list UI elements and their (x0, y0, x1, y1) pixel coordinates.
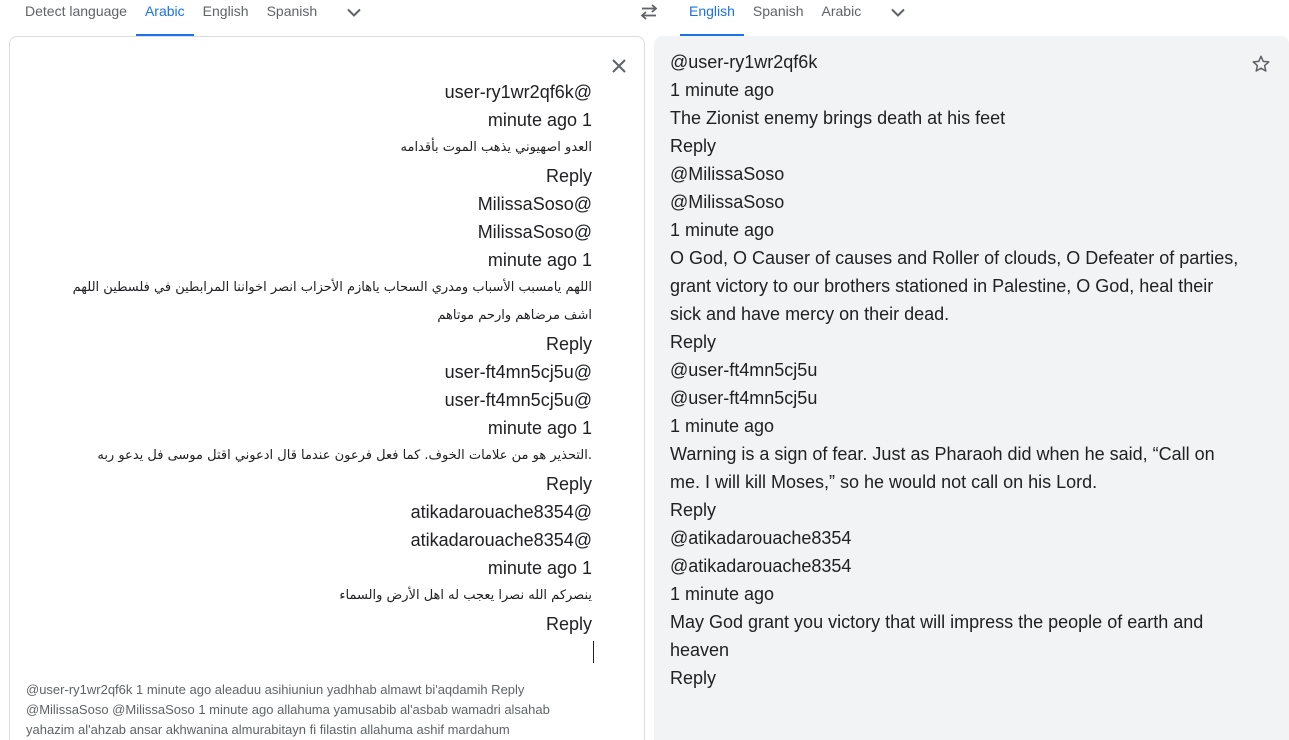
translation-line: Reply (670, 136, 717, 156)
source-line: minute ago 1 (487, 110, 592, 130)
translation-line: Reply (670, 500, 717, 520)
source-line: user-ft4mn5cj5u@ (444, 390, 592, 410)
source-line: atikadarouache8354@ (410, 530, 592, 550)
source-line: atikadarouache8354@ (410, 502, 592, 522)
source-line: Reply (545, 166, 592, 186)
star-icon (1251, 54, 1271, 74)
transliteration-line: @user-ry1wr2qf6k 1 minute ago aleaduu asihiuniun yadhhab almawt bi'aqdamih Reply (26, 682, 525, 697)
transliteration-line: yahazim al'ahzab ansar akhwanina almurabitayn fi filastin allahuma ashif mardahum (26, 722, 510, 737)
swap-icon (639, 4, 659, 20)
translation-line: @MilissaSoso (670, 164, 785, 184)
save-translation-button[interactable] (1249, 52, 1273, 76)
translation-line: Reply (670, 332, 717, 352)
translation-line: me. I will kill Moses,” so he would not call on his Lord. (670, 472, 1098, 492)
translation-line: Reply (670, 668, 717, 688)
source-more-languages-button[interactable] (340, 0, 368, 24)
chevron-down-icon (891, 8, 905, 17)
target-tab-spanish[interactable]: Spanish (752, 3, 804, 19)
source-line: التحذير هو من علامات الخوف. كما فعل فرعون عندما قال ادعوني اقتل موسى فل يدعو ربه. (97, 448, 592, 463)
source-line: Reply (545, 474, 592, 494)
source-tab-detect-language[interactable]: Detect language (25, 3, 127, 19)
source-line: Reply (545, 334, 592, 354)
source-line: minute ago 1 (487, 558, 592, 578)
translation-line: @user-ft4mn5cj5u (670, 360, 818, 380)
close-icon (611, 58, 627, 74)
target-more-languages-button[interactable] (884, 0, 912, 24)
translation-line: @atikadarouache8354 (670, 556, 852, 576)
translation-line: sick and have mercy on their dead. (670, 304, 950, 324)
source-tab-spanish[interactable]: Spanish (266, 3, 318, 19)
source-line: Reply (545, 614, 592, 634)
translation-line: @atikadarouache8354 (670, 528, 852, 548)
source-text[interactable] (32, 78, 592, 638)
source-line: العدو اصهيوني يذهب الموت بأقدامه (400, 140, 592, 155)
translation-line: grant victory to our brothers stationed in Palestine, O God, heal their (670, 276, 1214, 296)
translation-line: O God, O Causer of causes and Roller of clouds, O Defeater of parties, (670, 248, 1239, 268)
source-line: user-ry1wr2qf6k@ (444, 82, 592, 102)
source-text-panel[interactable] (9, 36, 645, 740)
source-line: minute ago 1 (487, 418, 592, 438)
source-language-bar (16, 0, 368, 36)
chevron-down-icon (347, 8, 361, 17)
target-language-bar (680, 0, 912, 36)
transliteration-line: @MilissaSoso @MilissaSoso 1 minute ago allahuma yamusabib al'asbab wamadri alsahab (26, 702, 550, 717)
source-tab-arabic[interactable]: Arabic (136, 0, 194, 36)
text-cursor (593, 641, 594, 663)
source-line: MilissaSoso@ (477, 222, 592, 242)
source-line: ينصركم الله نصرا يعجب له اهل الأرض والسماء (339, 588, 592, 603)
translation-line: Warning is a sign of fear. Just as Pharaoh did when he said, “Call on (670, 444, 1215, 464)
transliteration-text (26, 680, 606, 740)
source-line: user-ft4mn5cj5u@ (444, 362, 592, 382)
translation-line: 1 minute ago (670, 584, 775, 604)
translation-panel (654, 36, 1289, 740)
source-line: MilissaSoso@ (477, 194, 592, 214)
source-line: minute ago 1 (487, 250, 592, 270)
translation-line: @user-ft4mn5cj5u (670, 388, 818, 408)
target-tab-english[interactable]: English (680, 0, 744, 36)
clear-source-button[interactable] (607, 54, 631, 78)
translation-line: heaven (670, 640, 730, 660)
source-line: اللهم يامسبب الأسباب ومدري السحاب ياهازم الأحزاب انصر اخواننا المرابطين في فلسطين اللهم (72, 280, 592, 295)
target-tab-arabic[interactable]: Arabic (821, 3, 862, 19)
translation-line: 1 minute ago (670, 220, 775, 240)
translation-line: The Zionist enemy brings death at his feet (670, 108, 1006, 128)
translation-line: @MilissaSoso (670, 192, 785, 212)
translation-line: @user-ry1wr2qf6k (670, 52, 818, 72)
source-line: اشف مرضاهم وارحم موتاهم (437, 308, 592, 323)
translation-text (670, 48, 1240, 692)
translation-line: 1 minute ago (670, 416, 775, 436)
translation-line: May God grant you victory that will impress the people of earth and (670, 612, 1204, 632)
swap-languages-button[interactable] (636, 0, 662, 24)
translation-line: 1 minute ago (670, 80, 775, 100)
source-tab-english[interactable]: English (202, 3, 249, 19)
